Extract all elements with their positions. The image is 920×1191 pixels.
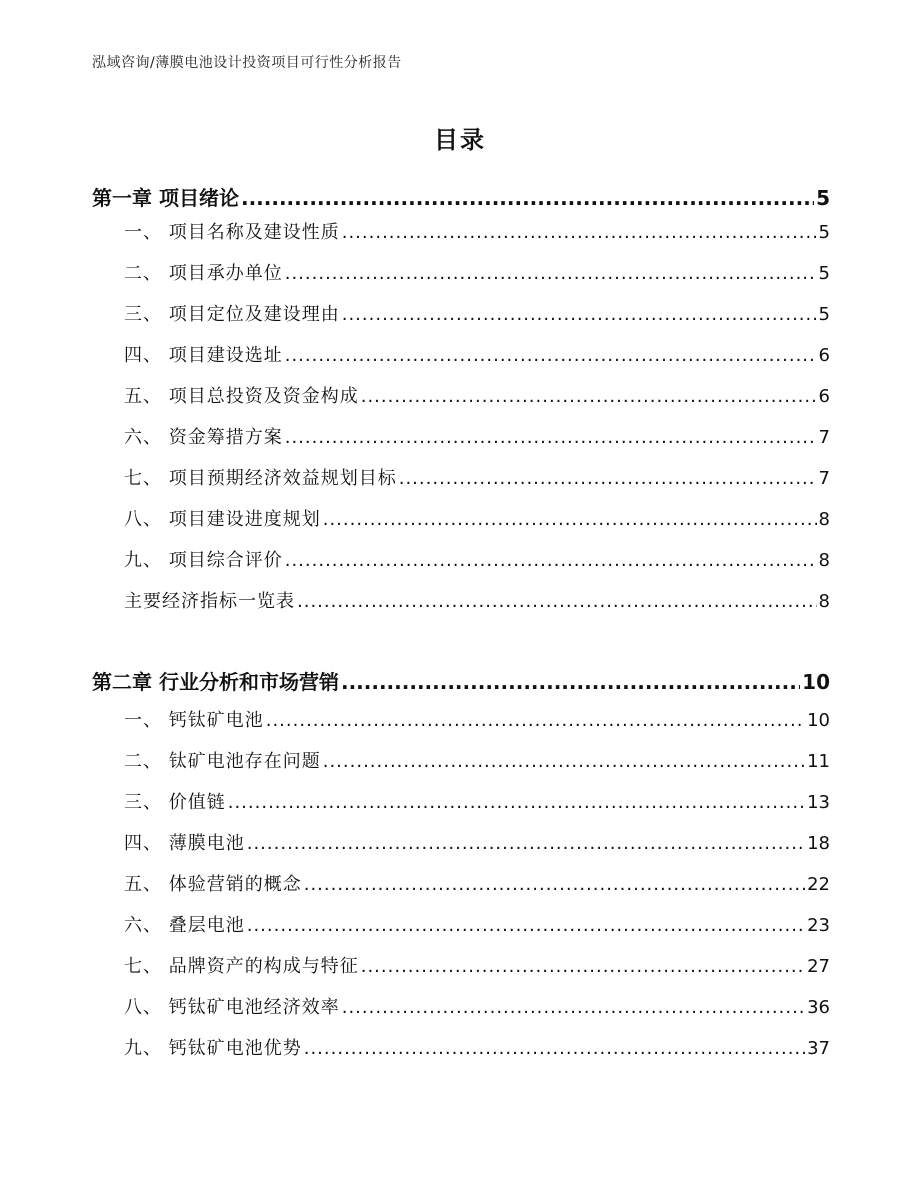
toc-section-2-8[interactable] xyxy=(124,993,830,1019)
toc-section-1-6[interactable] xyxy=(124,423,830,449)
toc-page-number: 5 xyxy=(818,304,830,325)
toc-section-1-2[interactable] xyxy=(124,259,830,285)
toc-page-number: 10 xyxy=(802,670,830,694)
toc-page-number: 18 xyxy=(807,833,830,854)
toc-leader-dots xyxy=(342,304,817,325)
toc-leader-dots xyxy=(399,468,817,489)
toc-label: 第二章 行业分析和市场营销 xyxy=(92,670,339,694)
toc-leader-dots xyxy=(361,386,817,407)
toc-label: 五、 体验营销的概念 xyxy=(124,874,302,895)
toc-leader-dots xyxy=(285,427,817,448)
toc-page-number: 8 xyxy=(818,509,830,530)
toc-section-1-8[interactable] xyxy=(124,505,830,531)
toc-title: 目录 xyxy=(434,126,486,154)
toc-leader-dots xyxy=(228,792,805,813)
toc-label: 五、 项目总投资及资金构成 xyxy=(124,386,359,407)
toc-label: 八、 钙钛矿电池经济效率 xyxy=(124,997,340,1018)
toc-page-number: 6 xyxy=(818,386,830,407)
toc-page-number: 8 xyxy=(818,591,830,612)
toc-section-1-5[interactable] xyxy=(124,382,830,408)
toc-page-number: 7 xyxy=(818,427,830,448)
toc-page-number: 36 xyxy=(807,997,830,1018)
toc-page-number: 6 xyxy=(818,345,830,366)
toc-chapter-2[interactable] xyxy=(92,666,830,695)
toc-leader-dots xyxy=(266,710,805,731)
toc-leader-dots xyxy=(241,186,814,210)
toc-chapter-1[interactable] xyxy=(92,182,830,211)
toc-section-2-7[interactable] xyxy=(124,952,830,978)
toc-page-number: 5 xyxy=(818,263,830,284)
toc-section-1-7[interactable] xyxy=(124,464,830,490)
toc-section-1-4[interactable] xyxy=(124,341,830,367)
toc-label: 七、 项目预期经济效益规划目标 xyxy=(124,468,397,489)
toc-section-2-3[interactable] xyxy=(124,788,830,814)
toc-page-number: 5 xyxy=(818,222,830,243)
toc-page-number: 37 xyxy=(807,1038,830,1059)
toc-leader-dots xyxy=(297,591,817,612)
document-header: 泓域咨询/薄膜电池设计投资项目可行性分析报告 xyxy=(92,55,402,71)
toc-section-2-6[interactable] xyxy=(124,911,830,937)
toc-page-number: 10 xyxy=(807,710,830,731)
toc-label: 四、 项目建设选址 xyxy=(124,345,283,366)
toc-leader-dots xyxy=(304,874,805,895)
toc-leader-dots xyxy=(342,997,805,1018)
toc-section-1-3[interactable] xyxy=(124,300,830,326)
toc-section-1-10[interactable] xyxy=(124,587,830,613)
toc-label: 二、 项目承办单位 xyxy=(124,263,283,284)
toc-label: 三、 项目定位及建设理由 xyxy=(124,304,340,325)
toc-page-number: 11 xyxy=(807,751,830,772)
toc-leader-dots xyxy=(342,222,817,243)
toc-label: 三、 价值链 xyxy=(124,792,226,813)
toc-leader-dots xyxy=(285,550,817,571)
toc-section-2-9[interactable] xyxy=(124,1034,830,1060)
toc-leader-dots xyxy=(361,956,805,977)
toc-label: 二、 钛矿电池存在问题 xyxy=(124,751,321,772)
toc-section-2-5[interactable] xyxy=(124,870,830,896)
toc-label: 一、 钙钛矿电池 xyxy=(124,710,264,731)
toc-page-number: 5 xyxy=(816,186,830,210)
toc-page-number: 8 xyxy=(818,550,830,571)
toc-label: 六、 资金筹措方案 xyxy=(124,427,283,448)
toc-leader-dots xyxy=(323,751,805,772)
toc-leader-dots xyxy=(341,670,800,694)
toc-leader-dots xyxy=(285,263,817,284)
toc-leader-dots xyxy=(304,1038,805,1059)
toc-section-2-4[interactable] xyxy=(124,829,830,855)
toc-page-number: 13 xyxy=(807,792,830,813)
toc-leader-dots xyxy=(247,915,805,936)
toc-leader-dots xyxy=(323,509,817,530)
toc-section-1-9[interactable] xyxy=(124,546,830,572)
toc-label: 八、 项目建设进度规划 xyxy=(124,509,321,530)
toc-leader-dots xyxy=(285,345,817,366)
toc-leader-dots xyxy=(247,833,805,854)
toc-label: 七、 品牌资产的构成与特征 xyxy=(124,956,359,977)
toc-page-number: 22 xyxy=(807,874,830,895)
toc-section-2-1[interactable] xyxy=(124,706,830,732)
toc-label: 九、 项目综合评价 xyxy=(124,550,283,571)
toc-page-number: 27 xyxy=(807,956,830,977)
toc-label: 九、 钙钛矿电池优势 xyxy=(124,1038,302,1059)
toc-label: 四、 薄膜电池 xyxy=(124,833,245,854)
toc-page-number: 23 xyxy=(807,915,830,936)
toc-section-2-2[interactable] xyxy=(124,747,830,773)
toc-label: 主要经济指标一览表 xyxy=(124,591,295,612)
toc-page-number: 7 xyxy=(818,468,830,489)
toc-label: 第一章 项目绪论 xyxy=(92,186,239,210)
toc-label: 一、 项目名称及建设性质 xyxy=(124,222,340,243)
toc-section-1-1[interactable] xyxy=(124,218,830,244)
toc-label: 六、 叠层电池 xyxy=(124,915,245,936)
